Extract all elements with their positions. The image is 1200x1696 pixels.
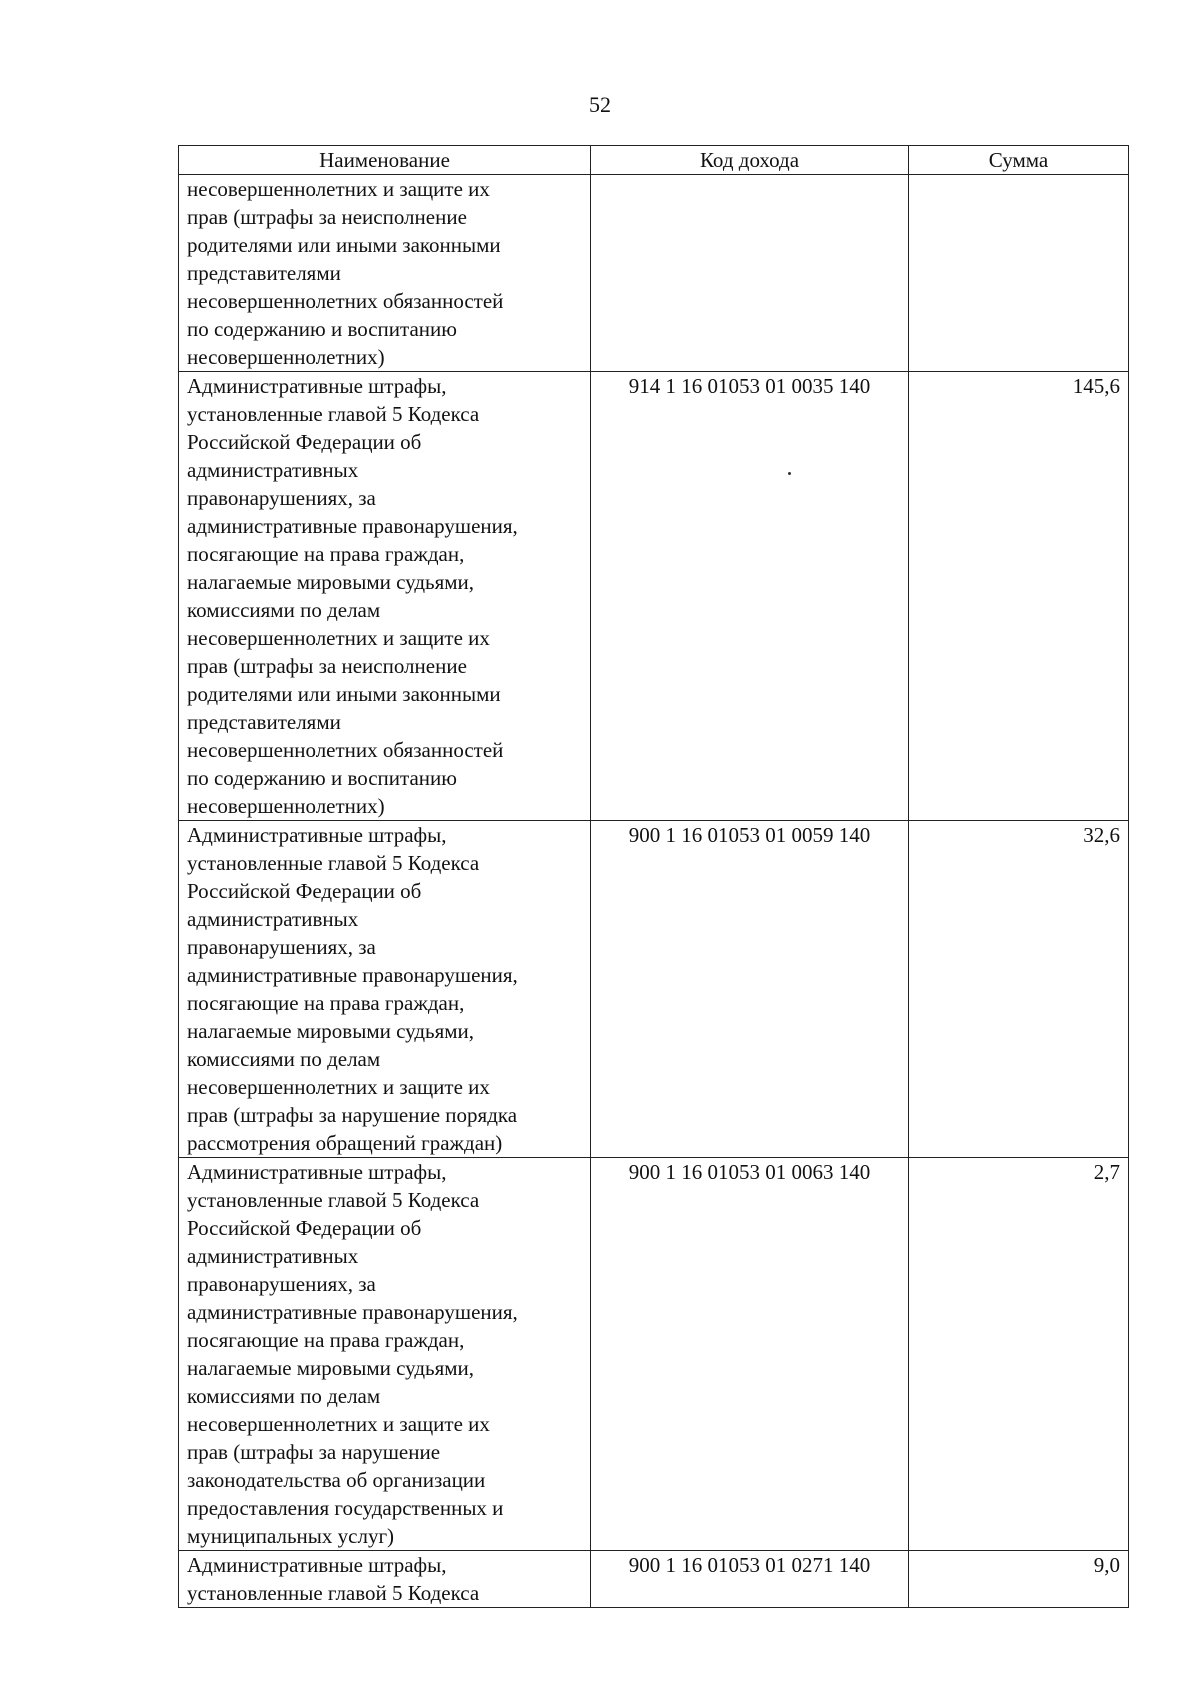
table-row [179,372,1129,821]
row-code [591,175,909,372]
row-code: 900 1 16 01053 01 0059 140 [591,821,909,1158]
table-header-row [179,146,1129,175]
row-sum [909,175,1129,372]
row-name: Административные штрафы, установленные главой 5 Кодекса Российской Федерации об административных правонарушениях, за административные правонарушения, посягающие на права граждан, налагаемые мировыми судьями, комиссиями по делам несовершеннолетних и защите их прав (штрафы за неисполнение родителями или иными законными представителями несовершеннолетних обязанностей по содержанию и воспитанию несовершеннолетних) [179,372,591,821]
row-code: 914 1 16 01053 01 0035 140 [591,372,909,821]
row-code: 900 1 16 01053 01 0271 140 [591,1551,909,1608]
table-row [179,1158,1129,1551]
table-row [179,1551,1129,1608]
header-code: Код дохода [591,146,909,175]
header-sum: Сумма [909,146,1129,175]
scan-speck [788,472,791,475]
row-sum: 145,6 [909,372,1129,821]
row-sum: 2,7 [909,1158,1129,1551]
row-name: Административные штрафы, установленные главой 5 Кодекса Российской Федерации об административных правонарушениях, за административные правонарушения, посягающие на права граждан, налагаемые мировыми судьями, комиссиями по делам несовершеннолетних и защите их прав (штрафы за нарушение порядка рассмотрения обращений граждан) [179,821,591,1158]
row-name: несовершеннолетних и защите их прав (штрафы за неисполнение родителями или иными законными представителями несовершеннолетних обязанностей по содержанию и воспитанию несовершеннолетних) [179,175,591,372]
header-name: Наименование [179,146,591,175]
page-number: 52 [589,92,611,117]
table-row [179,821,1129,1158]
row-name: Административные штрафы, установленные главой 5 Кодекса Российской Федерации об административных правонарушениях, за административные правонарушения, посягающие на права граждан, налагаемые мировыми судьями, комиссиями по делам несовершеннолетних и защите их прав (штрафы за нарушение законодательства об организации предоставления государственных и муниципальных услуг) [179,1158,591,1551]
row-name: Административные штрафы, установленные главой 5 Кодекса [179,1551,591,1608]
row-code: 900 1 16 01053 01 0063 140 [591,1158,909,1551]
table-row [179,175,1129,372]
row-sum: 9,0 [909,1551,1129,1608]
row-sum: 32,6 [909,821,1129,1158]
revenue-table [178,145,1129,1608]
